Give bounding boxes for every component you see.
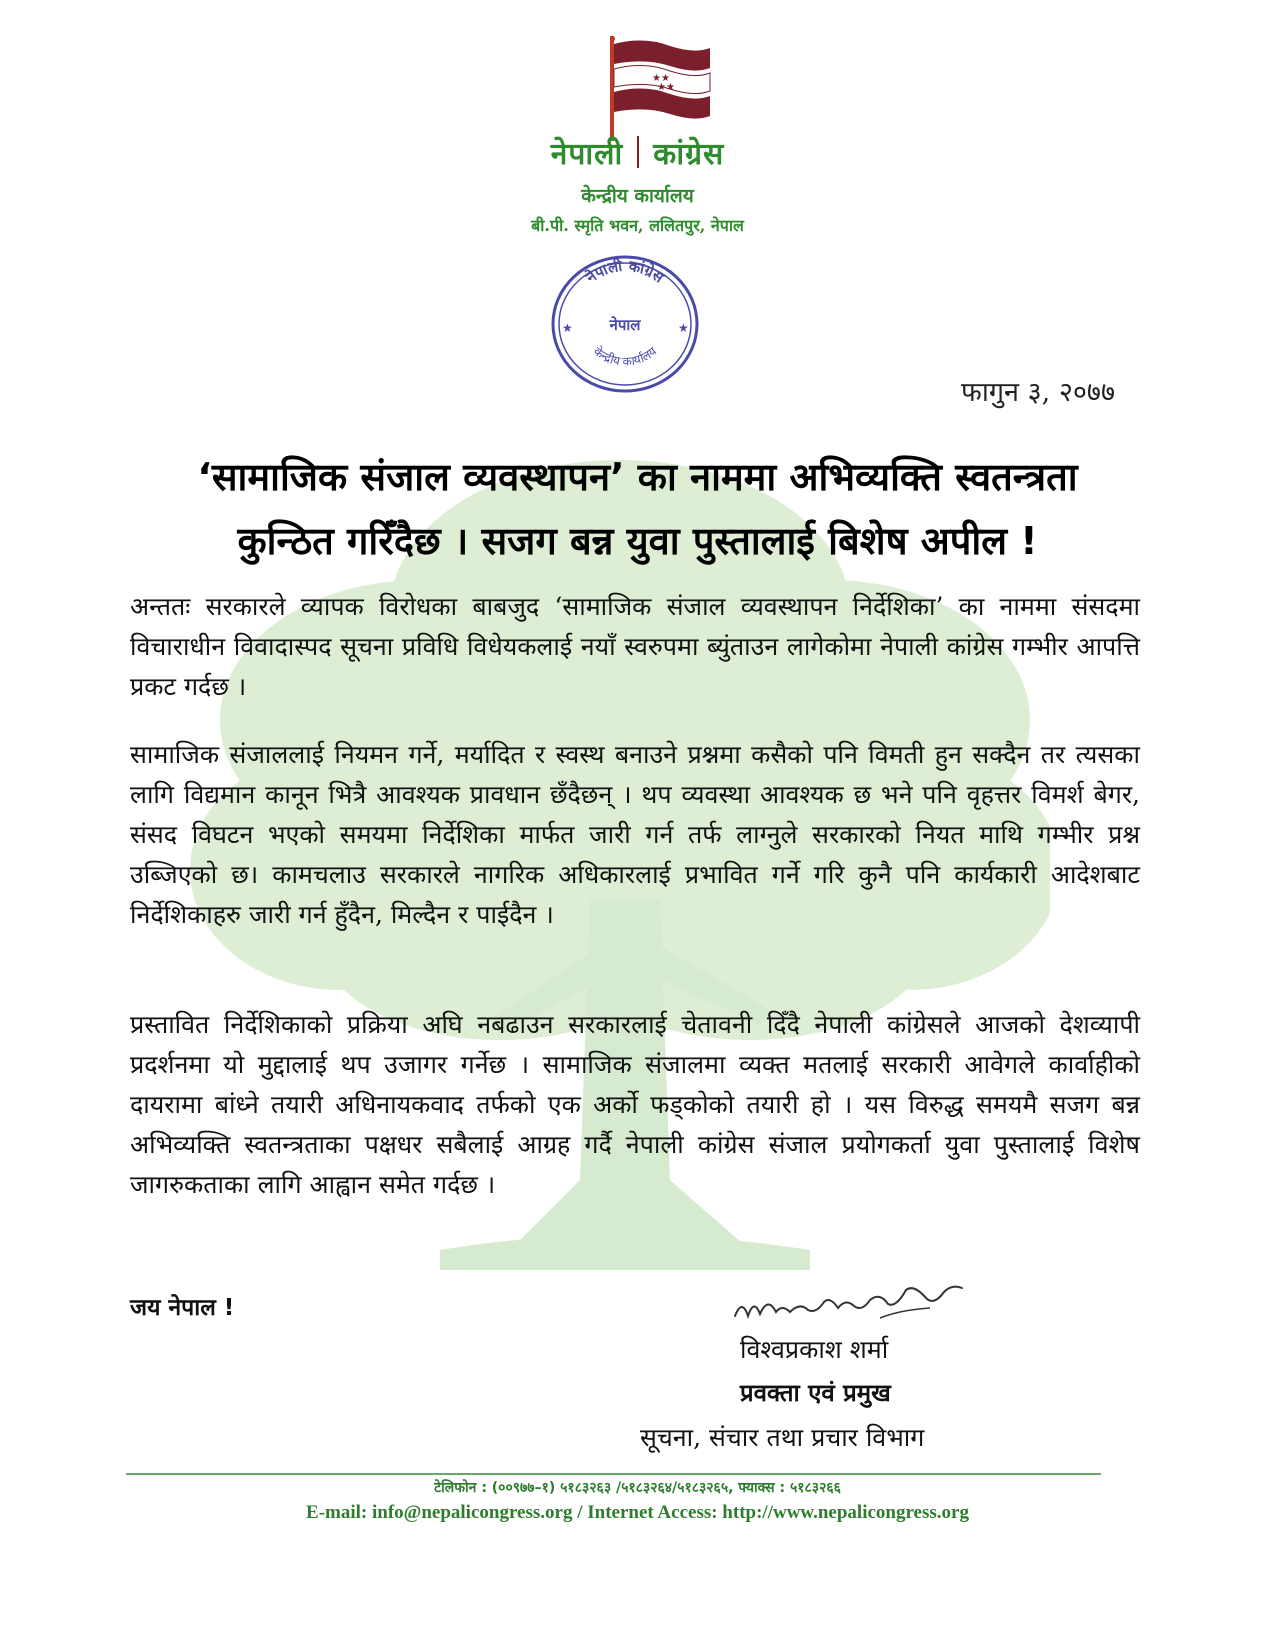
headline-line-1: ‘सामाजिक संजाल व्यवस्थापन’ का नाममा अभिव्यक्ति स्वतन्त्रता	[197, 455, 1078, 499]
seal-bottom-text: केन्द्रीय कार्यालय	[590, 344, 660, 369]
org-name	[0, 132, 1275, 173]
closing-salutation: जय नेपाल !	[130, 1295, 235, 1321]
org-office: केन्द्रीय कार्यालय	[581, 185, 694, 207]
signatory-name: विश्वप्रकाश शर्मा	[740, 1335, 889, 1364]
flag-pole-divider	[637, 136, 639, 168]
seal-star-left-icon: ★	[562, 321, 573, 335]
svg-text:★★: ★★	[657, 82, 675, 93]
svg-text:नेपाली कांग्रेस	[582, 257, 668, 288]
signatory-department: सूचना, संचार तथा प्रचार विभाग	[640, 1423, 925, 1452]
handwritten-signature	[730, 1278, 970, 1338]
body-paragraph-1: अन्ततः सरकारले व्यापक विरोधका बाबजुद ‘सामाजिक संजाल व्यवस्थापन निर्देशिका’ का नाममा संसदमा विचाराधीन विवादास्पद सूचना प्रविधि विधेयकलाई नयाँ स्वरुपमा ब्युंताउन लागेकोमा नेपाली कांग्रेस गम्भीर आपत्ति प्रकट गर्दछ ।	[130, 592, 1140, 701]
signatory-title: प्रवक्ता एवं प्रमुख	[740, 1379, 891, 1407]
org-address: बी.पी. स्मृति भवन, ललितपुर, नेपाल	[531, 216, 744, 235]
seal-star-right-icon: ★	[678, 321, 689, 335]
footer-phone-fax: टेलिफोन : (००९७७–१) ५१८३२६३ /५१८३२६४/५१८३२६५, फ्याक्स : ५१८३२६६	[434, 1480, 841, 1496]
headline-line-2: कुन्ठित गरिँदैछ । सजग बन्न युवा पुस्तालाई बिशेष अपील !	[237, 519, 1038, 563]
body-paragraph-2: सामाजिक संजाललाई नियमन गर्ने, मर्यादित र स्वस्थ बनाउने प्रश्नमा कसैको पनि विमती हुन सक्दैन तर त्यसका लागि विद्यमान कानून भित्रै आवश्यक प्रावधान छँदैछन् । थप व्यवस्था आवश्यक छ भने पनि वृहत्तर विमर्श बेगर, संसद विघटन भएको समयमा निर्देशिका मार्फत जारी गर्न तर्फ लाग्नुले सरकारको नियत माथि गम्भीर प्रश्न उब्जिएको छ। कामचलाउ सरकारले नागरिक अधिकारलाई प्रभावित गर्ने गरि कुनै पनि कार्यकारी आदेशबाट निर्देशिकाहरु जारी गर्न हुँदैन, मिल्दैन र पाईदैन ।	[130, 740, 1140, 929]
official-seal	[550, 254, 700, 394]
footer-email-website: E-mail: info@nepalicongress.org / Internet Access: http://www.nepalicongress.org	[306, 1502, 969, 1523]
document-date: फागुन ३, २०७७	[961, 377, 1115, 408]
seal-center-text: नेपाल	[609, 316, 641, 334]
seal-top-text: नेपाली कांग्रेस	[582, 256, 668, 287]
footer-divider	[126, 1473, 1101, 1475]
body-paragraph-3: प्रस्तावित निर्देशिकाको प्रक्रिया अघि नबढाउन सरकारलाई चेतावनी दिँदै नेपाली कांग्रेसले आजको देशव्यापी प्रदर्शनमा यो मुद्दालाई थप उजागर गर्नेछ । सामाजिक संजालमा व्यक्त मतलाई सरकारी आवेगले कार्वाहीको दायरामा बांध्ने तयारी अधिनायकवाद तर्फको एक अर्को फड्कोको तयारी हो । यस विरुद्ध समयमै सजग बन्न अभिव्यक्ति स्वतन्त्रताका पक्षधर सबैलाई आग्रह गर्दै नेपाली कांग्रेस संजाल प्रयोगकर्ता युवा पुस्तालाई विशेष जागरुकताका लागि आह्वान समेत गर्दछ ।	[130, 1010, 1140, 1199]
org-name-left: नेपाली	[550, 137, 624, 172]
svg-text:★★: ★★	[652, 73, 670, 84]
org-name-right: कांग्रेस	[653, 137, 725, 172]
svg-text:केन्द्रीय कार्यालय	[591, 344, 660, 369]
headline	[120, 445, 1155, 573]
